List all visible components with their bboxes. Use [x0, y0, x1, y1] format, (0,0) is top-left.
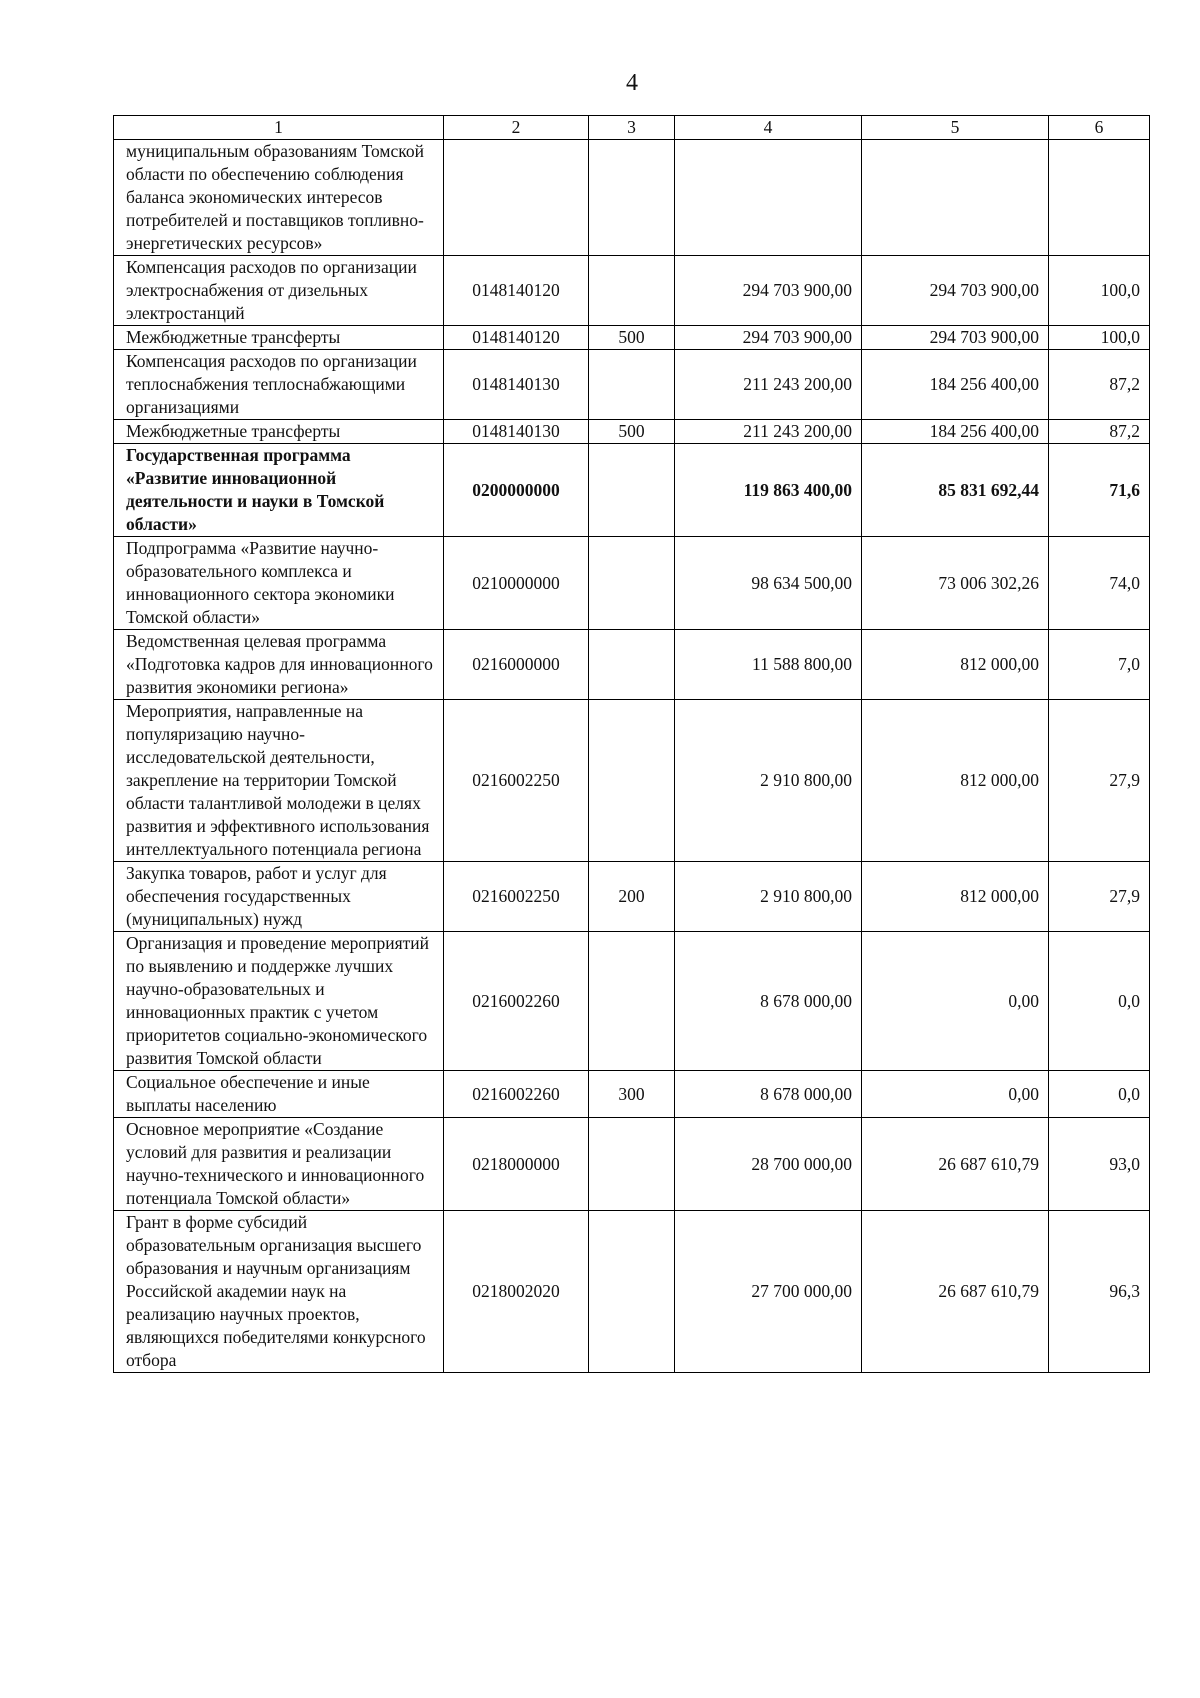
- table-row: [114, 932, 1150, 1071]
- table-row: [114, 256, 1150, 326]
- row-expense-type: 300: [589, 1071, 675, 1118]
- row-code: 0216002260: [444, 932, 589, 1071]
- budget-table: [113, 115, 1150, 1373]
- row-name: Основное мероприятие «Создание условий для развития и реализации научно-технического и инновационного потенциала Томской области»: [114, 1118, 444, 1211]
- row-percent: 71,6: [1049, 444, 1150, 537]
- row-expense-type: [589, 256, 675, 326]
- row-expense-type: [589, 630, 675, 700]
- row-percent: 87,2: [1049, 420, 1150, 444]
- row-plan-amount: 8 678 000,00: [675, 932, 862, 1071]
- row-code: 0216002250: [444, 700, 589, 862]
- row-plan-amount: 2 910 800,00: [675, 700, 862, 862]
- row-name: Межбюджетные трансферты: [114, 326, 444, 350]
- row-actual-amount: 26 687 610,79: [862, 1211, 1049, 1373]
- row-actual-amount: 26 687 610,79: [862, 1118, 1049, 1211]
- column-header: 3: [589, 116, 675, 140]
- table-row: [114, 140, 1150, 256]
- row-name: Грант в форме субсидий образовательным организация высшего образования и научным организациям Российской академии наук на реализацию научных проектов, являющихся победителями конкурсного отбора: [114, 1211, 444, 1373]
- column-number-header-row: [114, 116, 1150, 140]
- row-name: муниципальным образованиям Томской области по обеспечению соблюдения баланса экономических интересов потребителей и поставщиков топливно-энергетических ресурсов»: [114, 140, 444, 256]
- table-row: [114, 537, 1150, 630]
- row-percent: 100,0: [1049, 256, 1150, 326]
- row-code: 0218000000: [444, 1118, 589, 1211]
- row-percent: 7,0: [1049, 630, 1150, 700]
- table-row: [114, 420, 1150, 444]
- row-actual-amount: 812 000,00: [862, 630, 1049, 700]
- row-actual-amount: 184 256 400,00: [862, 420, 1049, 444]
- table-row: [114, 350, 1150, 420]
- row-actual-amount: 0,00: [862, 932, 1049, 1071]
- row-code: 0148140120: [444, 256, 589, 326]
- row-code: 0210000000: [444, 537, 589, 630]
- column-header: 2: [444, 116, 589, 140]
- column-header: 4: [675, 116, 862, 140]
- row-plan-amount: 8 678 000,00: [675, 1071, 862, 1118]
- row-expense-type: 200: [589, 862, 675, 932]
- row-code: 0148140120: [444, 326, 589, 350]
- row-plan-amount: 211 243 200,00: [675, 350, 862, 420]
- row-code: 0216000000: [444, 630, 589, 700]
- row-plan-amount: 11 588 800,00: [675, 630, 862, 700]
- table-row: [114, 700, 1150, 862]
- row-code: [444, 140, 589, 256]
- page-number: 4: [626, 70, 638, 96]
- row-expense-type: [589, 537, 675, 630]
- row-plan-amount: 2 910 800,00: [675, 862, 862, 932]
- row-plan-amount: 98 634 500,00: [675, 537, 862, 630]
- row-actual-amount: 85 831 692,44: [862, 444, 1049, 537]
- row-code: 0218002020: [444, 1211, 589, 1373]
- row-plan-amount: [675, 140, 862, 256]
- row-plan-amount: 28 700 000,00: [675, 1118, 862, 1211]
- row-expense-type: 500: [589, 326, 675, 350]
- row-percent: 93,0: [1049, 1118, 1150, 1211]
- row-name: Подпрограмма «Развитие научно-образовательного комплекса и инновационного сектора экономики Томской области»: [114, 537, 444, 630]
- table-row: [114, 1211, 1150, 1373]
- row-percent: 87,2: [1049, 350, 1150, 420]
- row-percent: 27,9: [1049, 700, 1150, 862]
- row-expense-type: [589, 700, 675, 862]
- row-name: Межбюджетные трансферты: [114, 420, 444, 444]
- row-percent: [1049, 140, 1150, 256]
- row-name: Компенсация расходов по организации электроснабжения от дизельных электростанций: [114, 256, 444, 326]
- row-name: Государственная программа «Развитие инновационной деятельности и науки в Томской области»: [114, 444, 444, 537]
- row-plan-amount: 211 243 200,00: [675, 420, 862, 444]
- row-expense-type: 500: [589, 420, 675, 444]
- row-actual-amount: 294 703 900,00: [862, 326, 1049, 350]
- table-row: [114, 326, 1150, 350]
- program-row: [114, 444, 1150, 537]
- row-expense-type: [589, 932, 675, 1071]
- row-actual-amount: 0,00: [862, 1071, 1049, 1118]
- row-actual-amount: [862, 140, 1049, 256]
- row-actual-amount: 184 256 400,00: [862, 350, 1049, 420]
- row-actual-amount: 73 006 302,26: [862, 537, 1049, 630]
- row-percent: 27,9: [1049, 862, 1150, 932]
- row-name: Мероприятия, направленные на популяризацию научно-исследовательской деятельности, закрепление на территории Томской области талантливой молодежи в целях развития и эффективного использования интеллектуального потенциала региона: [114, 700, 444, 862]
- table-row: [114, 1071, 1150, 1118]
- row-code: 0200000000: [444, 444, 589, 537]
- row-percent: 0,0: [1049, 1071, 1150, 1118]
- row-code: 0148140130: [444, 350, 589, 420]
- table-row: [114, 862, 1150, 932]
- row-percent: 0,0: [1049, 932, 1150, 1071]
- row-actual-amount: 294 703 900,00: [862, 256, 1049, 326]
- row-plan-amount: 294 703 900,00: [675, 326, 862, 350]
- row-name: Закупка товаров, работ и услуг для обеспечения государственных (муниципальных) нужд: [114, 862, 444, 932]
- column-header: 1: [114, 116, 444, 140]
- row-actual-amount: 812 000,00: [862, 700, 1049, 862]
- row-plan-amount: 27 700 000,00: [675, 1211, 862, 1373]
- row-code: 0216002250: [444, 862, 589, 932]
- row-name: Организация и проведение мероприятий по выявлению и поддержке лучших научно-образовательных и инновационных практик с учетом приоритетов социально-экономического развития Томской области: [114, 932, 444, 1071]
- row-plan-amount: 294 703 900,00: [675, 256, 862, 326]
- row-name: Компенсация расходов по организации теплоснабжения теплоснабжающими организациями: [114, 350, 444, 420]
- row-expense-type: [589, 350, 675, 420]
- table-row: [114, 630, 1150, 700]
- row-expense-type: [589, 140, 675, 256]
- column-header: 6: [1049, 116, 1150, 140]
- table-row: [114, 1118, 1150, 1211]
- row-code: 0216002260: [444, 1071, 589, 1118]
- row-percent: 100,0: [1049, 326, 1150, 350]
- row-name: Ведомственная целевая программа «Подготовка кадров для инновационного развития экономики региона»: [114, 630, 444, 700]
- row-percent: 74,0: [1049, 537, 1150, 630]
- row-expense-type: [589, 1118, 675, 1211]
- row-expense-type: [589, 1211, 675, 1373]
- row-expense-type: [589, 444, 675, 537]
- row-name: Социальное обеспечение и иные выплаты населению: [114, 1071, 444, 1118]
- row-actual-amount: 812 000,00: [862, 862, 1049, 932]
- row-plan-amount: 119 863 400,00: [675, 444, 862, 537]
- row-code: 0148140130: [444, 420, 589, 444]
- column-header: 5: [862, 116, 1049, 140]
- row-percent: 96,3: [1049, 1211, 1150, 1373]
